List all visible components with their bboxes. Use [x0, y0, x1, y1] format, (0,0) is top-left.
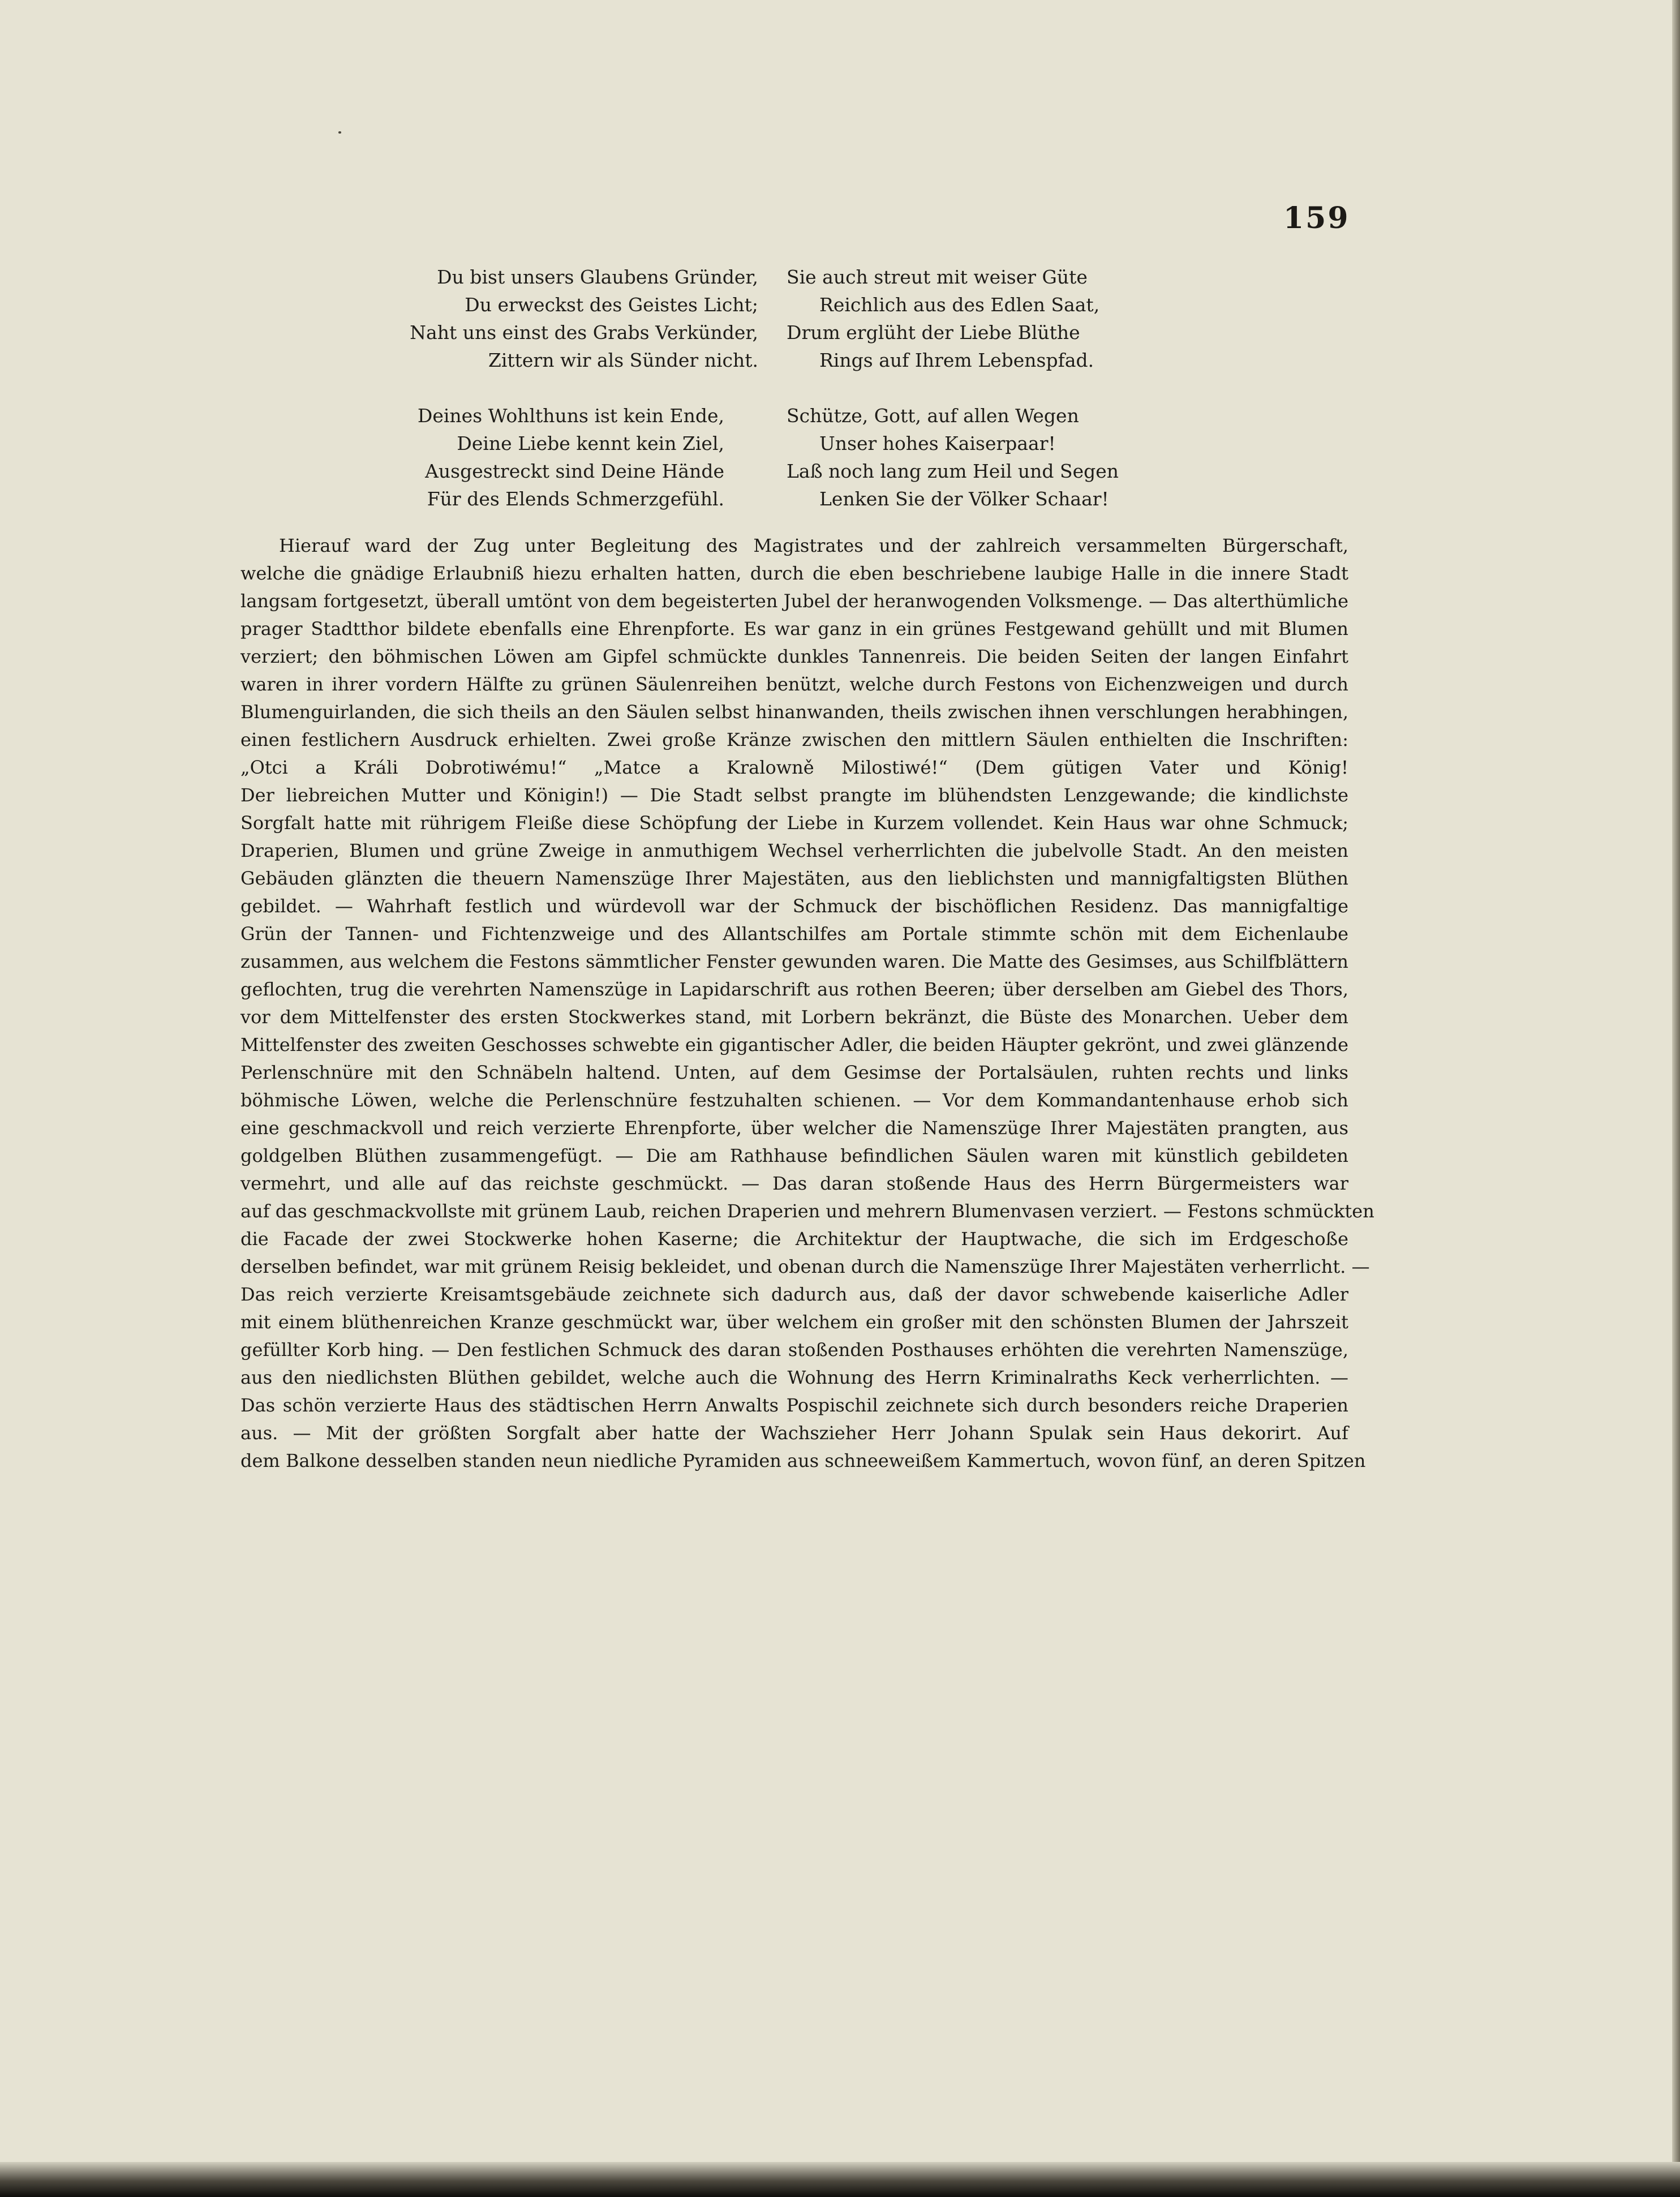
page-edge-shadow [1672, 0, 1680, 2197]
poem-line: Sie auch streut mit weiser Güte [787, 266, 1088, 288]
poem-line: Für des Elends Schmerzgefühl. [427, 488, 724, 510]
body-line: Das reich verzierte Kreisamtsgebäude zeichnete sich dadurch aus, daß der davor schwebende kaiserliche Adler [240, 1284, 1348, 1305]
poem-line: Drum erglüht der Liebe Blüthe [787, 321, 1080, 344]
poem-line: Rings auf Ihrem Lebenspfad. [819, 349, 1094, 371]
poem-line: Laß noch lang zum Heil und Segen [787, 460, 1119, 482]
poem-stanza-1 [373, 263, 758, 374]
body-line: zusammen, aus welchem die Festons sämmtlicher Fenster gewunden waren. Die Matte des Gesimses, aus Schilfblättern [240, 951, 1348, 972]
body-line: Draperien, Blumen und grüne Zweige in anmuthigem Wechsel verherrlichten die jubelvolle Stadt. An den meisten [240, 840, 1348, 861]
poem-line: Schütze, Gott, auf allen Wegen [787, 405, 1079, 427]
body-line: auf das geschmackvollste mit grünem Laub, reichen Draperien und mehrern Blumenvasen verziert. — Festons schmückten [240, 1200, 1374, 1222]
poem-line: Deines Wohlthuns ist kein Ende, [417, 405, 724, 427]
body-line: Mittelfenster des zweiten Geschosses schwebte ein gigantischer Adler, die beiden Häupter gekrönt, und zwei glänzende [240, 1034, 1348, 1055]
body-line: gefüllter Korb hing. — Den festlichen Schmuck des daran stoßenden Posthauses erhöhten die verehrten Namenszüge, [240, 1339, 1348, 1361]
body-line: „Otci a Králi Dobrotiwému!“ „Matce a Kralowně Milostiwé!“ (Dem gütigen Vater und König! [240, 757, 1348, 778]
body-line: Der liebreichen Mutter und Königin!) — Die Stadt selbst prangte im blühendsten Lenzgewande; die kindlichste [240, 784, 1348, 806]
poem-stanza-2 [787, 263, 1205, 374]
poem-stanza-4 [787, 402, 1217, 513]
body-line: Hierauf ward der Zug unter Begleitung des Magistrates und der zahlreich versammelten Bürgerschaft, [279, 535, 1348, 556]
poem-stanza-3 [373, 402, 724, 513]
poem-line: Reichlich aus des Edlen Saat, [819, 294, 1100, 316]
poem-line: Du erweckst des Geistes Licht; [465, 294, 758, 316]
poem-line: Unser hohes Kaiserpaar! [819, 432, 1056, 454]
body-line: mit einem blüthenreichen Kranze geschmückt war, über welchem ein großer mit den schönsten Blumen der Jahrszeit [240, 1311, 1348, 1333]
body-line: Blumenguirlanden, die sich theils an den Säulen selbst hinanwanden, theils zwischen ihnen verschlungen herabhingen, [240, 701, 1348, 723]
body-line: aus. — Mit der größten Sorgfalt aber hatte der Wachszieher Herr Johann Spulak sein Haus dekorirt. Auf [240, 1422, 1348, 1444]
body-line: langsam fortgesetzt, überall umtönt von dem begeisterten Jubel der heranwogenden Volksmenge. — Das alterthümliche [240, 590, 1348, 612]
body-line: Sorgfalt hatte mit rührigem Fleiße diese Schöpfung der Liebe in Kurzem vollendet. Kein Haus war ohne Schmuck; [240, 812, 1348, 834]
poem-line: Ausgestreckt sind Deine Hände [425, 460, 724, 482]
body-line: geflochten, trug die verehrten Namenszüge in Lapidarschrift aus rothen Beeren; über derselben am Giebel des Thors, [240, 979, 1348, 1000]
body-line: die Facade der zwei Stockwerke hohen Kaserne; die Architektur der Hauptwache, die sich im Erdgeschoße [240, 1228, 1348, 1250]
poem-line: Du bist unsers Glaubens Gründer, [437, 266, 758, 288]
body-line: Das schön verzierte Haus des städtischen Herrn Anwalts Pospischil zeichnete sich durch besonders reiche Draperien [240, 1394, 1348, 1416]
body-line: waren in ihrer vordern Hälfte zu grünen Säulenreihen benützt, welche durch Festons von Eichenzweigen und durch [240, 673, 1348, 695]
poem-line: Deine Liebe kennt kein Ziel, [457, 432, 724, 454]
poem-line: Lenken Sie der Völker Schaar! [819, 488, 1109, 510]
body-line: vor dem Mittelfenster des ersten Stockwerkes stand, mit Lorbern bekränzt, die Büste des Monarchen. Ueber dem [240, 1006, 1348, 1028]
body-line: Perlenschnüre mit den Schnäbeln haltend. Unten, auf dem Gesimse der Portalsäulen, ruhten rechts und links [240, 1062, 1348, 1083]
body-line: verziert; den böhmischen Löwen am Gipfel schmückte dunkles Tannenreis. Die beiden Seiten der langen Einfahrt [240, 646, 1348, 667]
body-line: derselben befindet, war mit grünem Reisig bekleidet, und obenan durch die Namenszüge Ihrer Majestäten verherrlicht. — [240, 1256, 1370, 1277]
body-line: aus den niedlichsten Blüthen gebildet, welche auch die Wohnung des Herrn Kriminalraths Keck verherrlichten. — [240, 1367, 1348, 1388]
page-bottom-edge [0, 2162, 1680, 2197]
body-line: böhmische Löwen, welche die Perlenschnüre festzuhalten schienen. — Vor dem Kommandantenhause erhob sich [240, 1089, 1348, 1111]
page-number: 159 [1283, 201, 1350, 235]
body-line: vermehrt, und alle auf das reichste geschmückt. — Das daran stoßende Haus des Herrn Bürgermeisters war [240, 1173, 1348, 1194]
body-paragraph [240, 532, 1374, 1475]
body-line: gebildet. — Wahrhaft festlich und würdevoll war der Schmuck der bischöflichen Residenz. Das mannigfaltige [240, 895, 1348, 917]
body-line: goldgelben Blüthen zusammengefügt. — Die am Rathhause befindlichen Säulen waren mit künstlich gebildeten [240, 1145, 1348, 1166]
poem-line: Zittern wir als Sünder nicht. [488, 349, 758, 371]
paper-speck [338, 131, 341, 134]
body-line: prager Stadtthor bildete ebenfalls eine Ehrenpforte. Es war ganz in ein grünes Festgewand gehüllt und mit Blumen [240, 618, 1348, 640]
body-line: einen festlichern Ausdruck erhielten. Zwei große Kränze zwischen den mittlern Säulen enthielten die Inschriften: [240, 729, 1348, 750]
body-line: Grün der Tannen- und Fichtenzweige und des Allantschilfes am Portale stimmte schön mit dem Eichenlaube [240, 923, 1348, 945]
body-line: welche die gnädige Erlaubniß hiezu erhalten hatten, durch die eben beschriebene laubige Halle in die innere Stadt [240, 563, 1348, 584]
body-line: eine geschmackvoll und reich verzierte Ehrenpforte, über welcher die Namenszüge Ihrer Majestäten prangten, aus [240, 1117, 1348, 1139]
body-line: Gebäuden glänzten die theuern Namenszüge Ihrer Majestäten, aus den lieblichsten und mannigfaltigsten Blüthen [240, 868, 1348, 889]
body-line: dem Balkone desselben standen neun niedliche Pyramiden aus schneeweißem Kammertuch, wovon fünf, an deren Spitzen [240, 1450, 1366, 1471]
poem-line: Naht uns einst des Grabs Verkünder, [410, 321, 758, 344]
